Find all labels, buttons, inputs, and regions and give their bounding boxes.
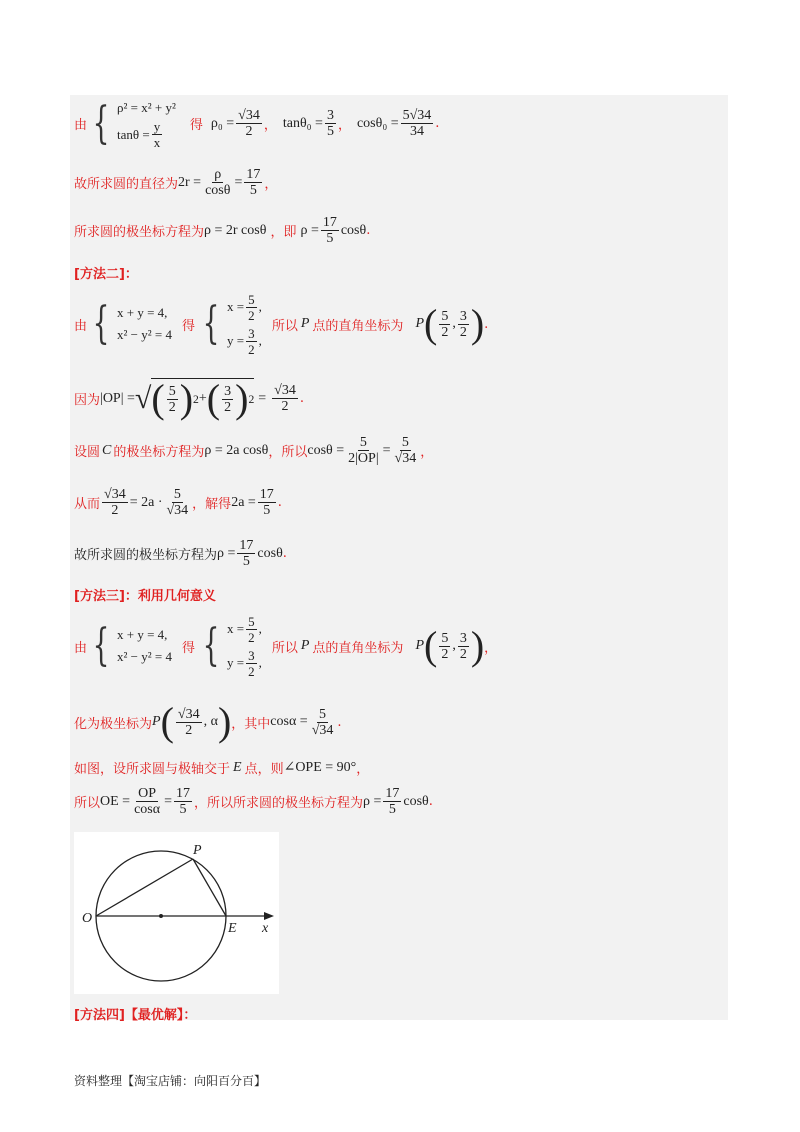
frac-den: 2 xyxy=(441,646,449,662)
method4-title: [方法四]【最优解】： xyxy=(74,1008,197,1023)
var-P: P xyxy=(300,316,310,331)
math-rho: ρ = 2r cosθ xyxy=(204,222,267,238)
text-qizhong: ，其中 xyxy=(231,716,271,732)
math-rho-eq: ρ = xyxy=(363,793,382,809)
brace: { xyxy=(202,620,220,671)
frac-num: √34 xyxy=(238,108,260,123)
text-suoyi: ，所以 xyxy=(268,445,308,460)
segment-PE xyxy=(193,859,226,916)
equation-system xyxy=(117,97,176,150)
brace: { xyxy=(92,298,110,349)
frac-num: 5 xyxy=(441,308,449,324)
frac-den: 5 xyxy=(242,554,250,569)
brace: { xyxy=(202,298,220,349)
comma: ， xyxy=(484,640,498,656)
period: . xyxy=(277,495,282,510)
frac-den: 2 xyxy=(441,324,449,340)
y-eq: y = xyxy=(227,333,245,348)
frac-den: 2 xyxy=(459,646,467,662)
line-3 xyxy=(74,215,370,246)
frac-num: y xyxy=(153,119,161,134)
frac-den: 2 xyxy=(248,307,255,323)
frac-den: 2 xyxy=(245,124,253,139)
text-rutu: 如图，设所求圆与极轴交于 xyxy=(74,762,231,777)
frac-den: 2 xyxy=(248,663,255,679)
comma: , xyxy=(258,333,262,348)
frac-den: cosα xyxy=(134,802,161,817)
frac-den: 5 xyxy=(326,231,334,246)
math-rho-eq: ρ = xyxy=(300,222,319,238)
text-suoyi: 所以 xyxy=(271,640,298,656)
text-dianze: 点，则 xyxy=(244,762,284,777)
frac-den: 2 xyxy=(111,503,119,518)
math-rho-2a: ρ = 2a cosθ xyxy=(204,442,269,458)
text-jiede: ，解得 xyxy=(192,497,232,512)
text-ji: ，即 xyxy=(270,225,297,240)
text-suoyi: 所以 xyxy=(74,796,101,811)
point-P: P xyxy=(415,638,424,653)
method3-title: [方法三]：利用几何意义 xyxy=(74,589,216,604)
frac-num: 3 xyxy=(326,108,334,123)
period: . xyxy=(366,223,371,238)
frac-den: 2 xyxy=(224,399,232,415)
point-P: P xyxy=(152,714,161,729)
label-O: O xyxy=(82,911,93,926)
frac-num: ρ xyxy=(214,167,222,182)
equation-2: tanθ = xyxy=(117,126,150,142)
period: . xyxy=(435,116,440,131)
frac-den: 2 xyxy=(459,324,467,340)
text-you: 由 xyxy=(74,640,88,656)
comma: ， xyxy=(264,177,278,192)
comma: , xyxy=(258,621,262,636)
frac-num: √34 xyxy=(274,383,296,398)
frac-den: 5 xyxy=(388,802,396,817)
frac-num: √34 xyxy=(177,706,200,722)
text-polar: 的极坐标方程为 xyxy=(113,445,205,460)
paren-right: ) xyxy=(470,301,485,346)
text-suoyi: 所以 xyxy=(271,318,298,334)
text-conger: 从而 xyxy=(74,497,101,512)
equation-1: x + y = 4, xyxy=(117,305,168,320)
equation-1: x + y = 4, xyxy=(117,627,168,642)
frac-num: 17 xyxy=(385,786,400,801)
equals: = xyxy=(164,793,172,809)
text-de: 得 xyxy=(181,318,195,334)
frac-den: 5 xyxy=(263,503,271,518)
text-diameter: 故所求圆的直径为 xyxy=(74,177,179,192)
text-you: 由 xyxy=(74,318,88,334)
alpha: , α xyxy=(203,714,218,729)
y-eq: y = xyxy=(227,655,245,670)
frac-den: 2 xyxy=(185,722,193,738)
circle-diagram xyxy=(74,832,279,994)
math-cos: cosθ xyxy=(403,793,429,809)
text-de: 得 xyxy=(189,118,203,133)
label-x: x xyxy=(262,921,269,936)
equals: = xyxy=(234,174,243,190)
comma: , xyxy=(258,299,262,314)
text-conclusion: 故所求圆的极坐标方程为 xyxy=(74,548,218,563)
frac-den: 34 xyxy=(409,124,424,139)
period: . xyxy=(299,391,304,406)
var-P: P xyxy=(300,638,310,653)
frac-num: 17 xyxy=(259,487,274,502)
frac-num: 5 xyxy=(168,383,176,399)
x-eq: x = xyxy=(227,621,245,636)
m2-line-2: 因为 |OP| = √ ( $\frac{5}{2}$ ) 2 + ( $\frac{3}{2}$ ) 2 = $\frac{√34}{2}$ . xyxy=(74,376,304,421)
text-polar-form: 化为极坐标为 xyxy=(74,716,153,732)
frac-den: 5 xyxy=(326,124,334,139)
x-eq: x = xyxy=(227,299,245,314)
text-coords: 点的直角坐标为 xyxy=(312,640,404,656)
frac-num: 5√34 xyxy=(402,108,432,123)
frac-den: 2 xyxy=(281,399,289,414)
m3-line-3 xyxy=(74,758,369,777)
frac-num: 5 xyxy=(441,630,449,646)
text-de: 得 xyxy=(181,640,195,656)
frac-den: 2 xyxy=(248,341,255,357)
frac-num: 3 xyxy=(224,383,232,399)
paren-left: ( xyxy=(424,301,438,346)
frac-num: 5 xyxy=(173,487,181,502)
frac-num: 5 xyxy=(401,435,409,450)
math-cos: cosθ xyxy=(340,222,367,238)
frac-den: √34 xyxy=(311,722,334,738)
cos0-label: cosθ₀ = xyxy=(356,115,399,131)
center-point xyxy=(159,914,163,918)
text-conclusion: ，所以所求圆的极坐标方程为 xyxy=(193,796,363,811)
frac-num: 17 xyxy=(246,167,261,182)
text-you: 由 xyxy=(74,118,88,133)
line-2 xyxy=(74,167,277,198)
axis-arrow xyxy=(264,912,274,920)
frac-num: 5 xyxy=(319,706,327,722)
equation-1: ρ² = x² + y² xyxy=(117,100,176,115)
frac-num: OP xyxy=(138,786,157,801)
point-P: P xyxy=(415,316,424,331)
math-2a: = 2a · xyxy=(129,494,163,510)
frac-num: 5 xyxy=(359,435,367,450)
var-E: E xyxy=(233,759,242,775)
math-cos: cosθ xyxy=(257,545,283,561)
math-angle: ∠OPE = 90° xyxy=(283,760,357,775)
frac-num: 3 xyxy=(248,325,255,341)
frac-den: 2 xyxy=(248,629,255,645)
m2-line-4 xyxy=(74,487,282,518)
math-cos: cosθ = xyxy=(307,442,345,458)
frac-num: 3 xyxy=(459,630,467,646)
text-yinwei: 因为 xyxy=(74,393,101,408)
frac-num: 17 xyxy=(175,786,190,801)
equation-2: x² − y² = 4 xyxy=(117,649,172,664)
method2-title: [方法二]： xyxy=(74,267,138,282)
m2-line-3: 设圆 C 的极坐标方程为 ρ = 2a cosθ ，所以 cosθ = $\frac{5}{2|OP|}$ = $\frac{5}{√34}$ ， xyxy=(74,435,434,466)
period: . xyxy=(428,794,433,809)
math-OE: OE = xyxy=(100,793,131,809)
segment-OP xyxy=(96,859,193,916)
frac-num: 17 xyxy=(239,538,254,553)
brace: { xyxy=(92,620,110,671)
line-1 xyxy=(74,97,439,150)
label-E: E xyxy=(228,921,237,936)
rho0-label: ρ₀ = xyxy=(210,115,235,131)
frac-den: 2|OP| xyxy=(348,451,379,466)
math-OP: |OP| = xyxy=(100,390,135,406)
frac-den: √34 xyxy=(166,503,189,518)
comma: , xyxy=(258,655,262,670)
m3-line-4 xyxy=(74,786,433,817)
var-C: C xyxy=(102,442,112,458)
frac-num: 5 xyxy=(248,613,255,629)
math-2a-eq: 2a = xyxy=(231,494,256,510)
comma: ， xyxy=(337,118,351,133)
period: . xyxy=(337,714,342,730)
period: . xyxy=(282,546,287,561)
equation-2: x² − y² = 4 xyxy=(117,327,172,342)
footer-note: 资料整理【淘宝店铺：向阳百分百】 xyxy=(74,1074,267,1088)
frac-num: 3 xyxy=(459,308,467,324)
comma: ， xyxy=(420,445,434,460)
frac-den: 5 xyxy=(249,183,257,198)
frac-num: √34 xyxy=(104,487,126,502)
paren-left: ( xyxy=(424,623,438,668)
text-coords: 点的直角坐标为 xyxy=(312,318,404,334)
frac-den: cosθ xyxy=(205,183,231,198)
m2-line-5 xyxy=(74,538,287,569)
text-equation: 所求圆的极坐标方程为 xyxy=(74,225,205,240)
geometry-figure xyxy=(74,832,279,994)
period: . xyxy=(484,316,489,332)
label-P: P xyxy=(193,843,202,858)
math-2r: 2r = xyxy=(178,174,202,190)
text-shey: 设圆 xyxy=(74,445,101,460)
m2-line-1: 由 { x + y = 4, x² − y² = 4 得 { x = $\frac{5}{2}$ , y = $\frac{3}{2}$ , 所以 P 点的直角坐标为 P ( $\frac{5}{2}$ , $\frac{3}{2}$ ) . xyxy=(74,291,489,357)
frac-num: 5 xyxy=(248,291,255,307)
frac-den: √34 xyxy=(394,451,417,466)
brace: { xyxy=(92,97,110,149)
frac-den: 2 xyxy=(168,399,176,415)
m3-line-2: 化为极坐标为 P ( $\frac{√34}{2}$ , α ) ，其中 cosα = $\frac{5}{√34}$ . xyxy=(74,699,342,744)
comma: ， xyxy=(356,762,370,777)
math-cos-alpha: cosα = xyxy=(270,714,308,729)
sqrt-body: ( $\frac{5}{2}$ ) 2 + ( $\frac{3}{2}$ ) 2 xyxy=(151,376,255,421)
frac-den: x xyxy=(153,135,161,150)
comma: ， xyxy=(263,118,277,133)
frac-den: 5 xyxy=(179,802,187,817)
sqrt-sign: √ xyxy=(134,381,152,415)
m3-line-1: 由 { x + y = 4, x² − y² = 4 得 { x = $\frac{5}{2}$ , y = $\frac{3}{2}$ , 所以 P 点的直角坐标为 P ( $\frac{5}{2}$ , $\frac{3}{2}$ ) ， xyxy=(74,613,498,679)
math-rho-eq: ρ = xyxy=(217,545,236,561)
frac-num: 17 xyxy=(322,215,337,230)
tan0-label: tanθ₀ = xyxy=(282,115,323,131)
frac-num: 3 xyxy=(248,647,255,663)
paren-right: ) xyxy=(470,623,485,668)
